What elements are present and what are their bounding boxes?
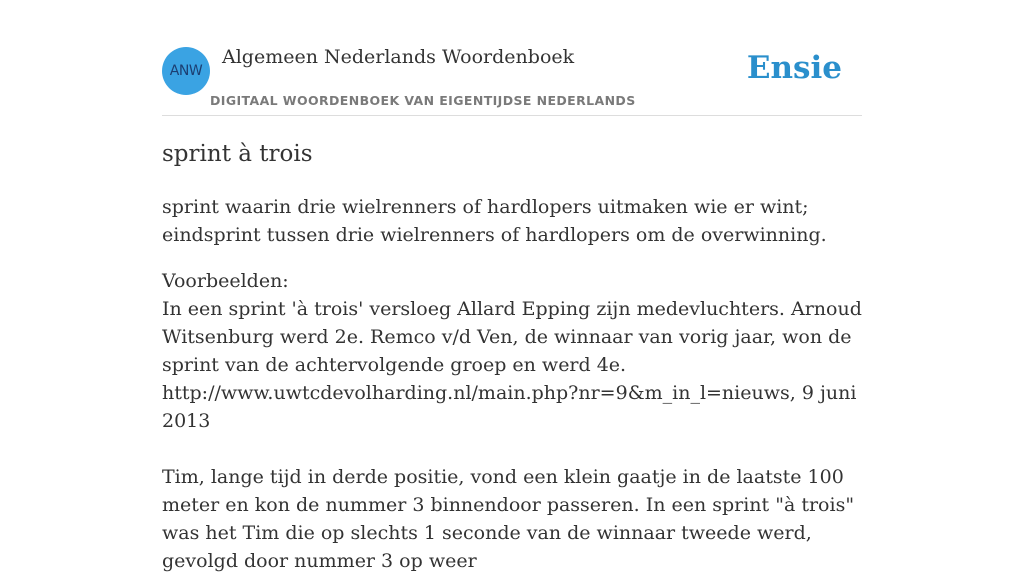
example-spacer	[162, 435, 866, 463]
site-header	[162, 46, 862, 116]
entry-headword: sprint à trois	[162, 141, 313, 167]
example-text: In een sprint 'à trois' versloeg Allard Epping zijn medevluchters. Arnoud Witsenburg werd 2e. Remco v/d Ven, de winnaar van vorig jaar, won de sprint van de achtervolgende groep en werd 4e.	[162, 298, 862, 376]
examples-label: Voorbeelden:	[162, 270, 289, 292]
header-divider	[162, 115, 862, 116]
site-title[interactable]: Algemeen Nederlands Woordenboek	[222, 46, 575, 68]
entry-content	[162, 137, 866, 575]
ensie-brand-link[interactable]: Ensie	[746, 50, 842, 86]
anw-logo[interactable]: ANW	[162, 47, 210, 95]
entry-definition: sprint waarin drie wielrenners of hardlopers uitmaken wie er wint; eindsprint tussen drie wielrenners of hardlopers om de overwinning.	[162, 196, 827, 246]
examples-section	[162, 267, 866, 575]
example-text: Tim, lange tijd in derde positie, vond een klein gaatje in de laatste 100 meter en kon de nummer 3 binnendoor passeren. In een sprint "à trois" was het Tim die op slechts 1 seconde van de winnaar tweede werd, gevolgd door nummer 3 op weer	[162, 466, 855, 572]
site-subtitle: DIGITAAL WOORDENBOEK VAN EIGENTIJDSE NEDERLANDS	[210, 93, 636, 108]
example-source: http://www.uwtcdevolharding.nl/main.php?nr=9&m_in_l=nieuws, 9 juni 2013	[162, 382, 857, 432]
